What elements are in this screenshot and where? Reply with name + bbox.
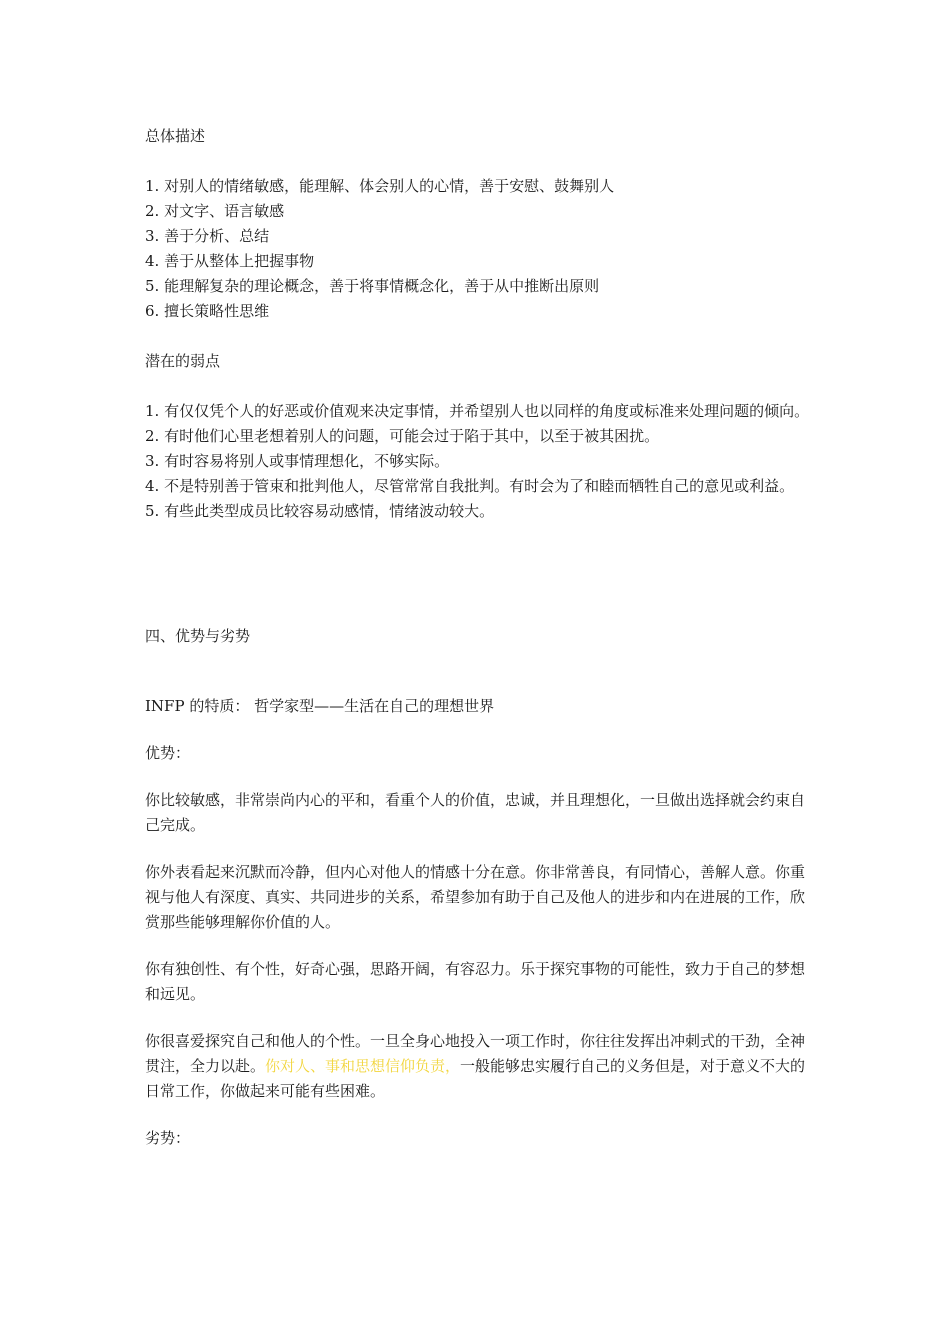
list-item: 1. 有仅仅凭个人的好恶或价值观来决定事情，并希望别人也以同样的角度或标准来处理问题的倾向。 bbox=[145, 402, 810, 420]
strengths-paragraph: 你比较敏感，非常崇尚内心的平和，看重个人的价值，忠诚，并且理想化，一旦做出选择就会约束自己完成。 bbox=[145, 791, 806, 834]
list-item: 3. 善于分析、总结 bbox=[145, 227, 270, 245]
strengths-heading: 优势： bbox=[145, 744, 191, 762]
list-item: 1. 对别人的情绪敏感，能理解、体会别人的心情，善于安慰、鼓舞别人 bbox=[145, 177, 615, 195]
weakness-heading: 潜在的弱点 bbox=[145, 352, 221, 370]
list-item: 6. 擅长策略性思维 bbox=[145, 302, 270, 320]
list-item: 5. 能理解复杂的理论概念，善于将事情概念化，善于从中推断出原则 bbox=[145, 277, 600, 295]
strengths-paragraph: 你外表看起来沉默而冷静，但内心对他人的情感十分在意。你非常善良，有同情心，善解人意。你重视与他人有深度、真实、共同进步的关系，希望参加有助于自己及他人的进步和内在进展的工作，欣赏那些能够理解你价值的人。 bbox=[145, 863, 806, 931]
overall-heading: 总体描述 bbox=[145, 127, 206, 145]
paragraph-text: 一般能够忠实履行自己的义务但是，对于意义不大的日常工作，你做起来可能有些困难。 bbox=[145, 1057, 806, 1100]
list-item: 4. 善于从整体上把握事物 bbox=[145, 252, 315, 270]
list-item: 5. 有些此类型成员比较容易动感情，情绪波动较大。 bbox=[145, 502, 495, 520]
list-item: 3. 有时容易将别人或事情理想化，不够实际。 bbox=[145, 452, 450, 470]
type-trait: INFP 的特质： 哲学家型——生活在自己的理想世界 bbox=[145, 697, 495, 715]
list-item: 2. 有时他们心里老想着别人的问题，可能会过于陷于其中，以至于被其困扰。 bbox=[145, 427, 660, 445]
highlighted-text: 你对人、事和思想信仰负责， bbox=[265, 1057, 461, 1075]
section-heading: 四、优势与劣势 bbox=[145, 627, 251, 645]
strengths-paragraph bbox=[145, 1029, 813, 1104]
weaknesses-heading: 劣势： bbox=[145, 1129, 191, 1147]
list-item: 2. 对文字、语言敏感 bbox=[145, 202, 285, 220]
document-page bbox=[145, 124, 813, 1151]
weakness-list bbox=[145, 399, 813, 524]
paragraph-text: 你很喜爱探究自己和他人的个性。一旦全身心地投入一项工作时，你往往发挥出冲刺式的干劲，全神贯注，全力以赴。 bbox=[145, 1032, 806, 1075]
overall-list bbox=[145, 174, 813, 324]
list-item: 4. 不是特别善于管束和批判他人，尽管常常自我批判。有时会为了和睦而牺牲自己的意见或利益。 bbox=[145, 477, 795, 495]
strengths-paragraph: 你有独创性、有个性，好奇心强，思路开阔，有容忍力。乐于探究事物的可能性，致力于自己的梦想和远见。 bbox=[145, 960, 806, 1003]
